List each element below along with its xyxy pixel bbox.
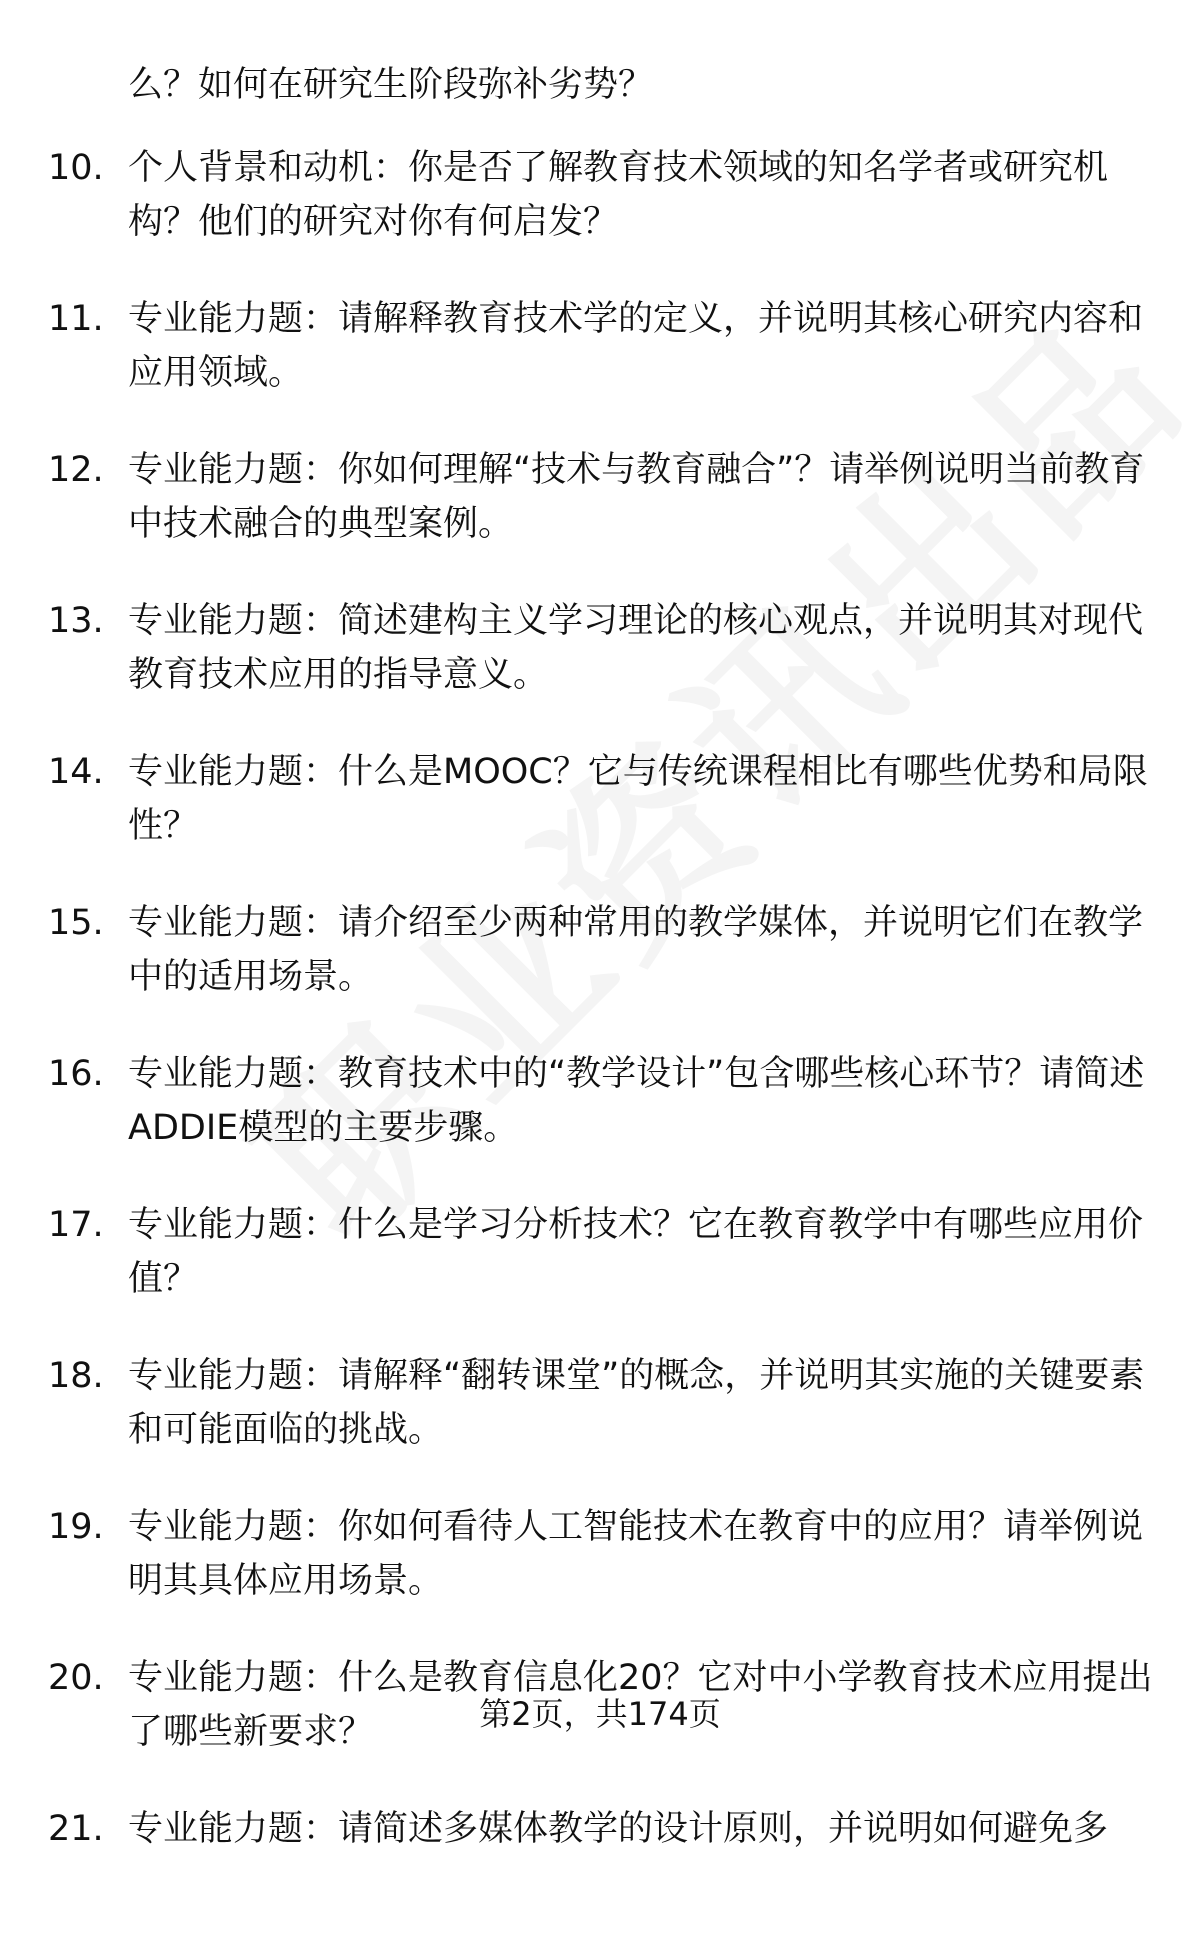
question-text: 专业能力题：你如何看待人工智能技术在教育中的应用？请举例说明其具体应用场景。 [128, 1507, 1144, 1601]
question-number: 15. [48, 903, 104, 943]
question-number: 19. [48, 1507, 104, 1547]
question-text: 专业能力题：请介绍至少两种常用的教学媒体，并说明它们在教学中的适用场景。 [128, 903, 1144, 997]
question-number: 10. [48, 148, 104, 188]
question-number: 12. [48, 450, 104, 490]
question-text: 专业能力题：简述建构主义学习理论的核心观点，并说明其对现代教育技术应用的指导意义。 [128, 601, 1144, 695]
question-text: 专业能力题：教育技术中的“教学设计”包含哪些核心环节？请简述ADDIE模型的主要步骤。 [128, 1054, 1145, 1148]
question-item [48, 594, 1153, 745]
continued-question-text: 么？如何在研究生阶段弥补劣势？ [128, 65, 654, 105]
question-text: 专业能力题：请解释教育技术学的定义，并说明其核心研究内容和应用领域。 [128, 299, 1144, 393]
question-number: 21. [48, 1809, 104, 1849]
page-footer: 第2页，共174页 [479, 1695, 721, 1733]
question-number: 16. [48, 1054, 104, 1094]
question-text: 专业能力题：什么是学习分析技术？它在教育教学中有哪些应用价值？ [128, 1205, 1144, 1299]
question-list [48, 141, 1153, 1953]
question-text: 个人背景和动机：你是否了解教育技术领域的知名学者或研究机构？他们的研究对你有何启发？ [128, 148, 1109, 242]
question-item [48, 1349, 1153, 1500]
question-number: 14. [48, 752, 104, 792]
question-item [48, 443, 1153, 594]
question-item [48, 1047, 1153, 1198]
question-item [48, 292, 1153, 443]
question-text: 专业能力题：请简述多媒体教学的设计原则，并说明如何避免多 [128, 1809, 1109, 1849]
question-text: 专业能力题：请解释“翻转课堂”的概念，并说明其实施的关键要素和可能面临的挑战。 [128, 1356, 1145, 1450]
question-number: 17. [48, 1205, 104, 1245]
question-item [48, 1500, 1153, 1651]
question-item [48, 1198, 1153, 1349]
question-text: 专业能力题：什么是MOOC？它与传统课程相比有哪些优势和局限性？ [128, 752, 1148, 846]
question-number: 11. [48, 299, 104, 339]
question-number: 13. [48, 601, 104, 641]
question-number: 20. [48, 1658, 104, 1698]
question-number: 18. [48, 1356, 104, 1396]
question-text: 专业能力题：什么是教育信息化20？它对中小学教育技术应用提出了哪些新要求？ [128, 1658, 1153, 1752]
question-item [48, 745, 1153, 896]
question-item [48, 1802, 1153, 1953]
question-item [48, 141, 1153, 292]
question-text: 专业能力题：你如何理解“技术与教育融合”？请举例说明当前教育中技术融合的典型案例。 [128, 450, 1145, 544]
question-item [48, 896, 1153, 1047]
